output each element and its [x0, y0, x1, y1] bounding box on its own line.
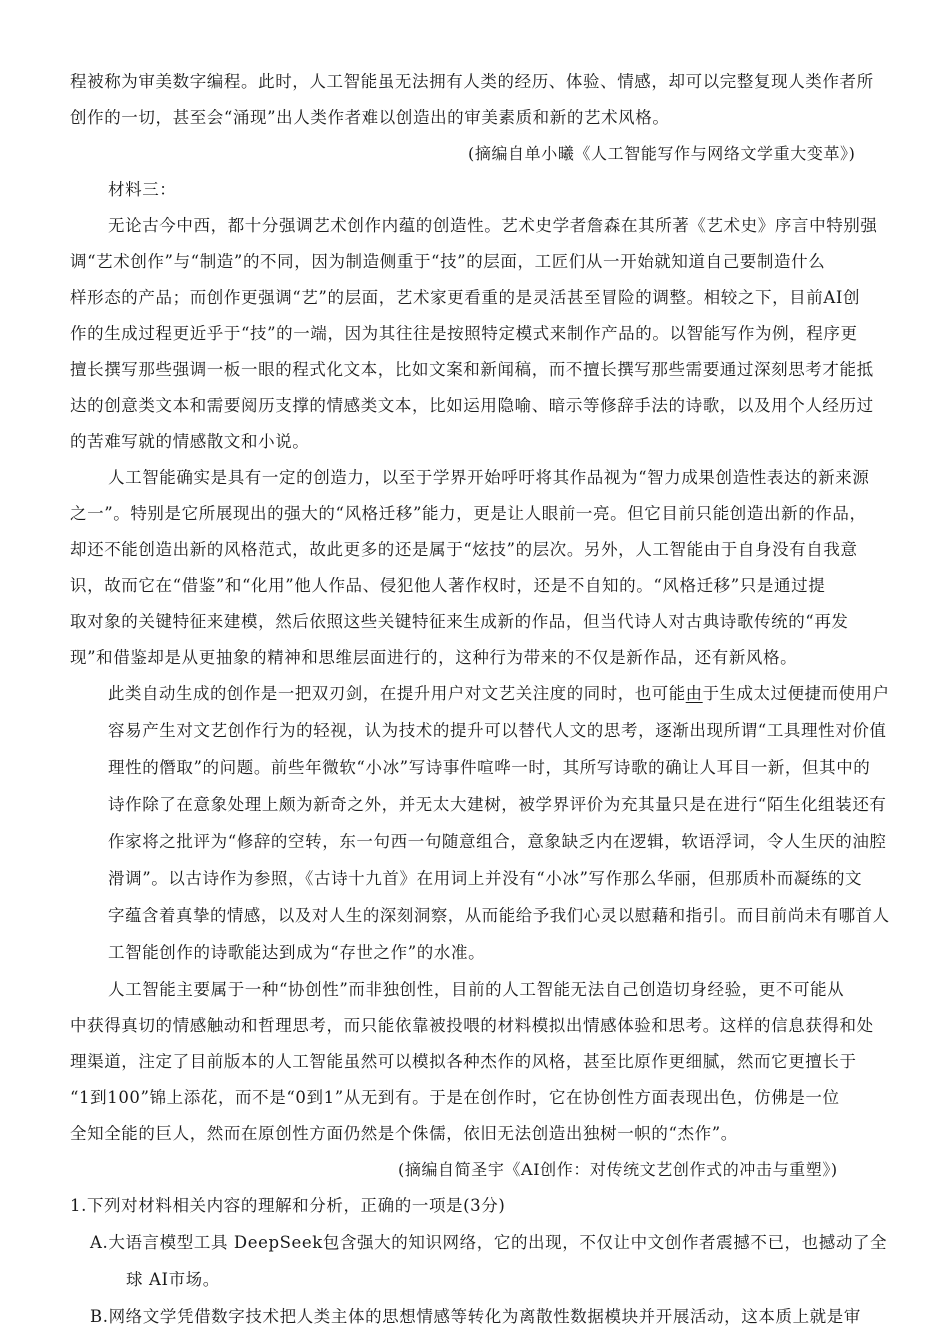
option-a-line: A.大语言模型工具 DeepSeek包含强大的知识网络，它的出现，不仅让中文创作者震撼不已，也撼动了全: [90, 1233, 888, 1252]
material3-p3-line: 容易产生对文艺创作行为的轻视，认为技术的提升可以替代人文的思考，逐渐出现所谓“工具理性对价值: [108, 721, 887, 740]
material3-source: (摘编自简圣宇《AI创作：对传统文艺创作式的冲击与重塑》): [398, 1160, 838, 1179]
material3-p2-line: 人工智能确实是具有一定的创造力，以至于学界开始呼吁将其作品视为“智力成果创造性表达的新来源: [108, 468, 870, 487]
material2-line: 程被称为审美数字编程。此时，人工智能虽无法拥有人类的经历、体验、情感，却可以完整复现人类作者所: [70, 72, 874, 91]
material3-p4-line: 理渠道，注定了目前版本的人工智能虽然可以模拟各种杰作的风格，甚至比原作更细腻，然而它更擅长于: [70, 1052, 857, 1071]
material3-p2-line: 识，故而它在“借鉴”和“化用”他人作品、侵犯他人著作权时，还是不自知的。“风格迁移”只是通过提: [70, 576, 826, 595]
material3-p3-line: [108, 683, 890, 705]
underlined-char: 由: [685, 684, 703, 703]
question-stem: 1.下列对材料相关内容的理解和分析，正确的一项是(3分): [70, 1196, 506, 1215]
p3-text-a: 此类自动生成的创作是一把双刃剑，在提升用户对文艺关注度的同时，也可能: [108, 684, 686, 703]
material3-p4-line: 中获得真切的情感触动和哲理思考，而只能依靠被投喂的材料模拟出情感体验和思考。这样的信息获得和处: [70, 1016, 874, 1035]
material3-p3-line: 工智能创作的诗歌能达到成为“存世之作”的水准。: [108, 943, 486, 962]
material3-p1-line: 擅长撰写那些强调一板一眼的程式化文本，比如文案和新闻稿，而不擅长撰写那些需要通过深刻思考才能抵: [70, 360, 874, 379]
material3-p3-line: 诗作除了在意象处理上颇为新奇之外，并无太大建树，被学界评价为充其量只是在进行“陌生化组装还有: [108, 795, 887, 814]
material2-line: 创作的一切，甚至会“涌现”出人类作者难以创造出的审美素质和新的艺术风格。: [70, 108, 670, 127]
material3-p2-line: 取对象的关键特征来建模，然后依照这些关键特征来生成新的作品，但当代诗人对古典诗歌传统的“再发: [70, 612, 849, 631]
material3-heading: 材料三：: [108, 180, 177, 199]
option-a-line: 球 AI市场。: [126, 1270, 220, 1289]
material3-p1-line: 的苦难写就的情感散文和小说。: [70, 432, 310, 451]
material3-p2-line: 之一”。特别是它所展现出的强大的“风格迁移”能力，更是让人眼前一亮。但它目前只能创造出新的作品，: [70, 504, 867, 523]
material3-p1-line: 作的生成过程更近乎于“技”的一端，因为其往往是按照特定模式来制作产品的。以智能写作为例，程序更: [70, 324, 858, 343]
material3-p3-line: 滑调”。以古诗作为参照，《古诗十九首》在用词上并没有“小冰”写作那么华丽，但那质朴而凝练的文: [108, 869, 863, 888]
material3-p2-line: 却还不能创造出新的风格范式，故此更多的还是属于“炫技”的层次。另外，人工智能由于自身没有自我意: [70, 540, 858, 559]
material3-p3-line: 理性的僭取”的问题。前些年微软“小冰”写诗事件喧哗一时，其所写诗歌的确让人耳目一新，但其中的: [108, 758, 871, 777]
material3-p2-line: 现”和借鉴却是从更抽象的精神和思维层面进行的，这种行为带来的不仅是新作品，还有新风格。: [70, 648, 798, 667]
material3-p4-line: “1到100”锦上添花，而不是“0到1”从无到有。于是在创作时，它在协创性方面表现出色，仿佛是一位: [70, 1088, 840, 1107]
option-b-line: B.网络文学凭借数字技术把人类主体的思想情感等转化为离散性数据模块并开展活动，这本质上就是审: [90, 1307, 861, 1326]
material3-p4-line: 人工智能主要属于一种“协创性”而非独创性，目前的人工智能无法自己创造切身经验，更不可能从: [108, 980, 845, 999]
p3-text-b: 于生成太过便捷而使用户: [702, 684, 890, 703]
material3-p1-line: 达的创意类文本和需要阅历支撑的情感类文本，比如运用隐喻、暗示等修辞手法的诗歌，以及用个人经历过: [70, 396, 874, 415]
material3-p1-line: 调“艺术创作”与“制造”的不同，因为制造侧重于“技”的层面，工匠们从一开始就知道自己要制造什么: [70, 252, 826, 271]
material2-source: (摘编自单小曦《人工智能写作与网络文学重大变革》): [468, 144, 856, 163]
material3-p3-line: 字蕴含着真挚的情感，以及对人生的深刻洞察，从而能给予我们心灵以慰藉和指引。而目前尚未有哪首人: [108, 906, 890, 925]
material3-p4-line: 全知全能的巨人，然而在原创性方面仍然是个侏儒，依旧无法创造出独树一帜的“杰作”。: [70, 1124, 738, 1143]
material3-p3-line: 作家将之批评为“修辞的空转，东一句西一句随意组合，意象缺乏内在逻辑，软语浮词，令人生厌的油腔: [108, 832, 887, 851]
material3-p1-line: 无论古今中西，都十分强调艺术创作内蕴的创造性。艺术史学者詹森在其所著《艺术史》序言中特别强: [108, 216, 878, 235]
material3-p1-line: 样形态的产品；而创作更强调“艺”的层面，艺术家更看重的是灵活甚至冒险的调整。相较之下，目前AI创: [70, 288, 861, 307]
